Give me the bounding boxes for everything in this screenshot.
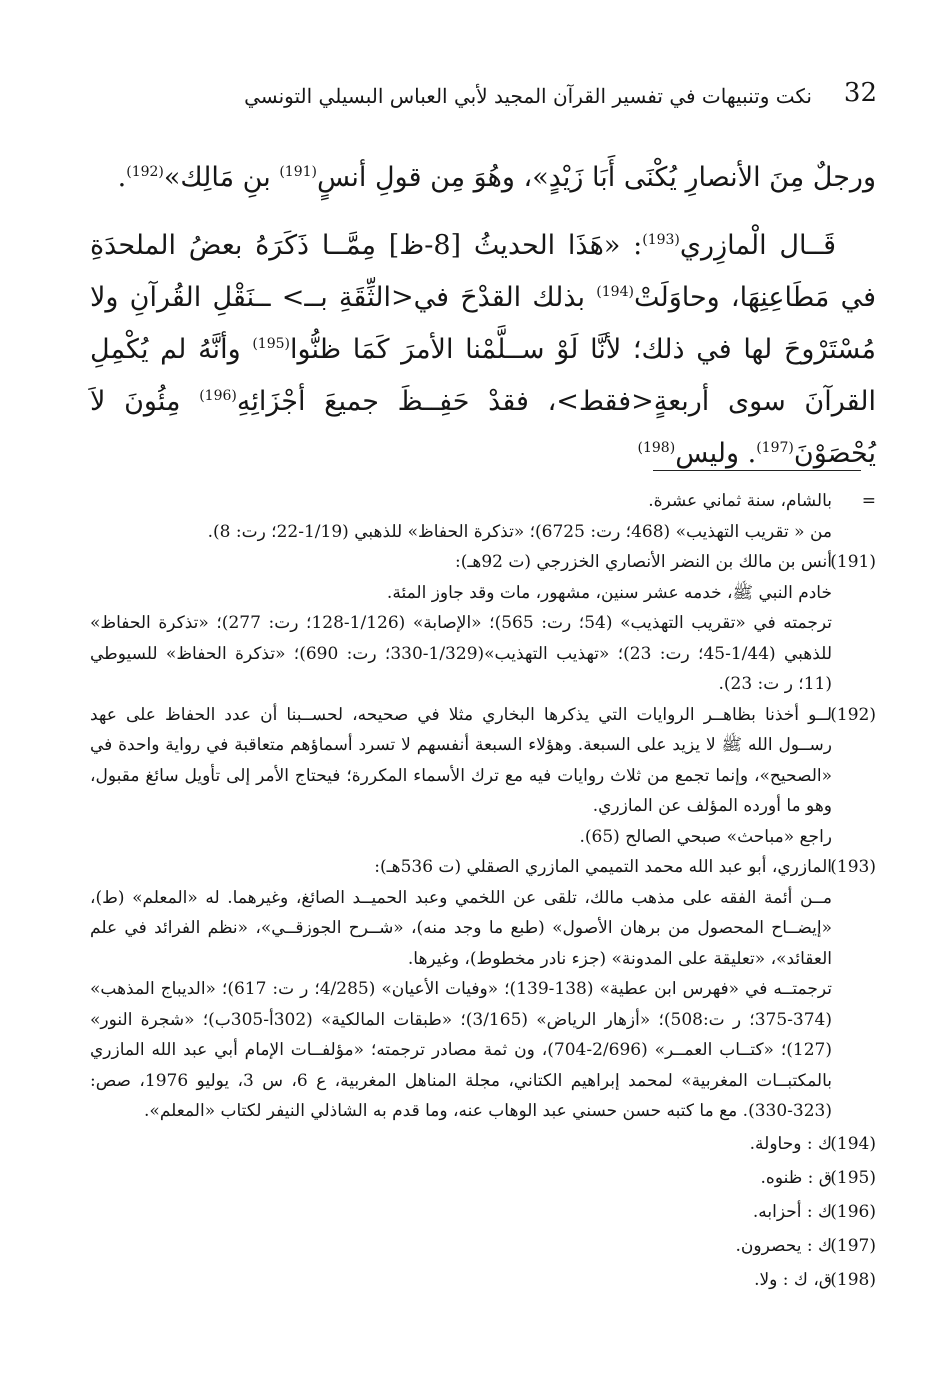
footnote-line: لــو أخذنا بظاهــر الروايات التي يذكرها البخاري مثلا في صحيحه، لحســبنا أن عدد الحفاظ على عهد رســول الله ﷺ لا يزيد على السبعة. وهؤلاء السبعة أنفسهم لا تسرد أسماؤهم متعاقبة في رواية واحدة في «الصحيح»، وإنما تجمع من ثلاث روايات فيه مع ترك الأسماء المكررة؛ فيحتاج الأمر إلى تأويل سائغ مقبول، وهو ما أورده المؤلف عن المازري. bbox=[90, 704, 832, 816]
page-number: 32 bbox=[843, 78, 877, 108]
footnote-line: ترجمتــه في «فهرس ابن عطية» (138-139)؛ «وفيات الأعيان» (4/285؛ ر ت: 617)؛ «الديباج المذهب» (374-375؛ ر ت:508)؛ «أزهار الرياض» (3/165)؛ «طبقات المالكية» (302أ-305ب)؛ «شجرة النور» (127)؛ «كتــاب العمــر» (2/696-704)، ون ثمة مصادر ترجمته؛ «مؤلفــات الإمام أبي عبد الله المازري بالمكتبــات المغربية» لمحمد إبراهيم الكتاني، مجلة المناهل المغربية، ع 6، س 3، يوليو 1976، صص:(323-330). مع ما كتبه حسن حسني عبد الوهاب عنه، وما قدم به الشاذلي النيفر لكتاب «المعلم». bbox=[90, 979, 832, 1121]
footnote-ref[interactable]: (198) bbox=[637, 440, 676, 456]
footnote-197 bbox=[90, 1229, 876, 1263]
main-text-run: . وليس bbox=[675, 438, 757, 469]
footnote-number: (193) bbox=[830, 857, 876, 877]
footnote-ref[interactable]: (191) bbox=[279, 164, 317, 180]
main-text-run: . bbox=[117, 162, 127, 193]
footnote-number: (194) bbox=[830, 1133, 876, 1154]
footnote-number: (192) bbox=[830, 704, 876, 725]
main-text-run: بنِ مَالِك» bbox=[163, 162, 280, 193]
footnote-line: ترجمته في «تقريب التهذيب» (54؛ رت: 565)؛ «الإصابة» (1/126-128؛ رت: 277)؛ «تذكرة الحفاظ» للذهبي (1/44-45؛ رت: 23)؛ «تهذيب التهذيب»(1/329-330؛ رت: 690)؛ «تذكرة الحفاظ» للسيوطي (11؛ ر ت: 23). bbox=[90, 613, 833, 694]
footnote-number: (198) bbox=[830, 1269, 876, 1290]
footnote-line: من « تقريب التهذيب» (468؛ رت: 6725)؛ «تذكرة الحفاظ» للذهبي (1/19-22؛ رت: 8). bbox=[207, 521, 832, 542]
footnote-198 bbox=[90, 1263, 876, 1297]
footnote-number: = bbox=[861, 491, 876, 511]
main-text-run: ورجلٌ مِنَ الأنصارِ يُكْنَى أَبَا زَيْدٍ»، وهُوَ مِن قولِ أنسٍ bbox=[317, 162, 876, 193]
footnote-line: ق، ك : ولا. bbox=[754, 1269, 832, 1290]
footnote-line: مــن أئمة الفقه على مذهب مالك، تلقى عن اللخمي وعبد الحميــد الصائغ، وغيرهما. له «المعلم» (ط)، «إيضــاح المحصول من برهان الأصول» (طبع ما وجد منه)، «شــرح الجوزقــي»، «نظم الفرائد في علم العقائد»، «تعليقة على المدونة» (جزء نادر مخطوط)، وغيرها. bbox=[90, 887, 832, 969]
footnote-number: (195) bbox=[830, 1167, 876, 1188]
footnote-line: ك : أحزابه. bbox=[752, 1201, 832, 1222]
footnote-line: بالشام، سنة ثماني عشرة. bbox=[648, 491, 832, 511]
main-line-1 bbox=[90, 152, 876, 204]
footnote-ref[interactable]: (197) bbox=[756, 440, 794, 456]
footnotes bbox=[90, 486, 876, 1297]
footnote-ref[interactable]: (195) bbox=[252, 336, 290, 352]
main-text-run: بذلك القدْحَ في<الثِّقَةِ بــ> ــنَقْلِ القُرآنِ ولا مُسْتَرْوحَ لها في ذلك؛ لأنَّا لَوْ ســلَّمْنا الأمرَ كَمَا ظنُّوا bbox=[90, 282, 876, 365]
footnote-ref[interactable]: (196) bbox=[199, 388, 237, 404]
footnote-192 bbox=[90, 700, 876, 853]
footnote-line: خادم النبي ﷺ، خدمه عشر سنين، مشهور، مات وقد جاوز المئة. bbox=[386, 582, 832, 603]
footnote-line: راجع «مباحث» صبحي الصالح (65). bbox=[579, 826, 832, 847]
footnote-line: ق : ظنوه. bbox=[760, 1167, 832, 1188]
footnote-191 bbox=[90, 547, 876, 700]
footnote-193 bbox=[90, 852, 876, 1127]
main-text bbox=[90, 152, 876, 480]
footnote-separator bbox=[653, 470, 861, 471]
footnote-continued bbox=[90, 486, 876, 547]
main-text-run: مِئُونَ لاَ يُحْصَوْنَ bbox=[90, 386, 876, 469]
footnote-line: المازري، أبو عبد الله محمد التميمي المازري الصقلي (ت 536هـ): bbox=[374, 857, 832, 877]
main-text-run: قَــال الْمازِري bbox=[679, 230, 836, 261]
main-paragraph-2 bbox=[90, 220, 876, 480]
footnote-number: (197) bbox=[830, 1235, 876, 1256]
footnote-number: (191) bbox=[830, 552, 876, 572]
main-text-run: وأنَّهُ لم يُكْمِلِ القرآنَ سوى أربعةٍ<فقط>، فقدْ حَفِــظَ جميعَ أجْزَائِهِ bbox=[90, 334, 876, 417]
footnote-ref[interactable]: (192) bbox=[126, 164, 164, 180]
footnote-196 bbox=[90, 1195, 876, 1229]
footnote-line: ك : وحاولة. bbox=[749, 1133, 832, 1154]
running-title: نكت وتنبيهات في تفسير القرآن المجيد لأبي العباس البسيلي التونسي bbox=[244, 84, 812, 108]
footnote-ref[interactable]: (194) bbox=[596, 284, 634, 300]
footnote-ref[interactable]: (193) bbox=[642, 232, 680, 248]
footnote-line: أنس بن مالك بن النضر الأنصاري الخزرجي (ت 92هـ): bbox=[455, 552, 832, 572]
main-text-run: : «هَذَا الحديثُ [8-ظ] مِمَّــا ذَكَرَهُ بعضُ الملحدَةِ في مَطَاعِنِهَا، وحاوَلَتْ bbox=[90, 230, 877, 313]
footnote-line: ك : يحصرون. bbox=[735, 1235, 832, 1256]
footnote-194 bbox=[90, 1127, 876, 1161]
footnote-number: (196) bbox=[830, 1201, 876, 1222]
footnote-195 bbox=[90, 1161, 876, 1195]
